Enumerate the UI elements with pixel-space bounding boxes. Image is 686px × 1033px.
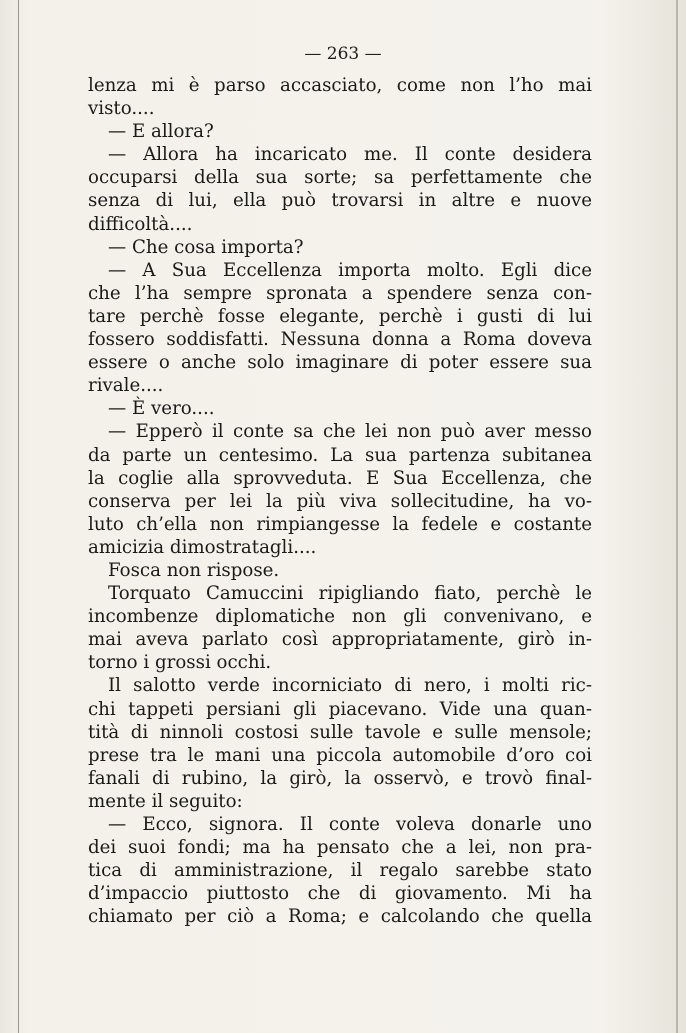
- text-line: tare perchè fosse elegante, perchè i gusti di lui: [88, 305, 592, 327]
- text-line: essere o anche solo imaginare di poter essere sua: [88, 352, 592, 374]
- text-line: prese tra le mani una piccola automobile d’oro coi: [88, 744, 592, 766]
- text-line: tità di ninnoli costosi sulle tavole e sulle mensole;: [88, 721, 592, 743]
- text-line: Il salotto verde incorniciato di nero, i molti ric-: [108, 675, 592, 697]
- text-line: amicizia dimostratagli....: [88, 536, 317, 558]
- text-line: mai aveva parlato così appropriatamente, girò in-: [88, 629, 592, 651]
- text-line: occuparsi della sua sorte; sa perfettamente che: [88, 167, 592, 189]
- text-line: chi tappeti persiani gli piacevano. Vide una quan-: [88, 698, 592, 720]
- text-line: rivale....: [88, 375, 164, 397]
- text-line: difficoltà....: [88, 213, 193, 235]
- text-line: — Allora ha incaricato me. Il conte desidera: [108, 144, 592, 166]
- text-line: che l’ha sempre spronata a spendere senza con-: [88, 282, 592, 304]
- text-line: luto ch’ella non rimpiangesse la fedele e costante: [88, 513, 592, 535]
- page-right-edge: [676, 0, 678, 1033]
- text-line: incombenze diplomatiche non gli convenivano, e: [88, 606, 592, 628]
- text-line: da parte un centesimo. La sua partenza subitanea: [88, 444, 592, 466]
- text-line: fossero soddisfatti. Nessuna donna a Roma doveva: [88, 329, 592, 351]
- text-line: Torquato Camuccini ripigliando fiato, perchè le: [108, 583, 592, 605]
- text-line: Fosca non rispose.: [108, 559, 280, 581]
- text-line: — A Sua Eccellenza importa molto. Egli dice: [108, 259, 592, 281]
- text-line: mente il seguito:: [88, 790, 243, 812]
- text-line: — Che cosa importa?: [108, 236, 304, 258]
- text-line: senza di lui, ella può trovarsi in altre e nuove: [88, 190, 592, 212]
- page-left-edge: [18, 0, 19, 1033]
- page-number: — 263 —: [304, 44, 382, 64]
- text-line: — Ecco, signora. Il conte voleva donarle uno: [108, 814, 592, 835]
- text-line: — È vero....: [108, 398, 215, 420]
- text-line: torno i grossi occhi.: [88, 652, 272, 674]
- text-line: tica di amministrazione, il regalo sarebbe stato: [88, 860, 592, 882]
- text-line: conserva per lei la più viva sollecitudine, ha vo-: [88, 490, 592, 512]
- text-line: d’impaccio piuttosto che di giovamento. Mi ha: [88, 883, 592, 905]
- text-line: la coglie alla sprovveduta. E Sua Eccellenza, che: [88, 467, 592, 489]
- text-line: lenza mi è parso accasciato, come non l’ho mai: [88, 75, 592, 96]
- text-line: — E allora?: [108, 121, 214, 143]
- text-line: chiamato per ciò a Roma; e calcolando che quella: [88, 906, 592, 928]
- text-line: dei suoi fondi; ma ha pensato che a lei, non pra-: [88, 837, 592, 859]
- text-line: — Epperò il conte sa che lei non può aver messo: [108, 421, 592, 443]
- body-text: [88, 74, 592, 928]
- text-line: visto....: [88, 98, 155, 120]
- text-line: fanali di rubino, la girò, la osservò, e trovò final-: [88, 767, 592, 789]
